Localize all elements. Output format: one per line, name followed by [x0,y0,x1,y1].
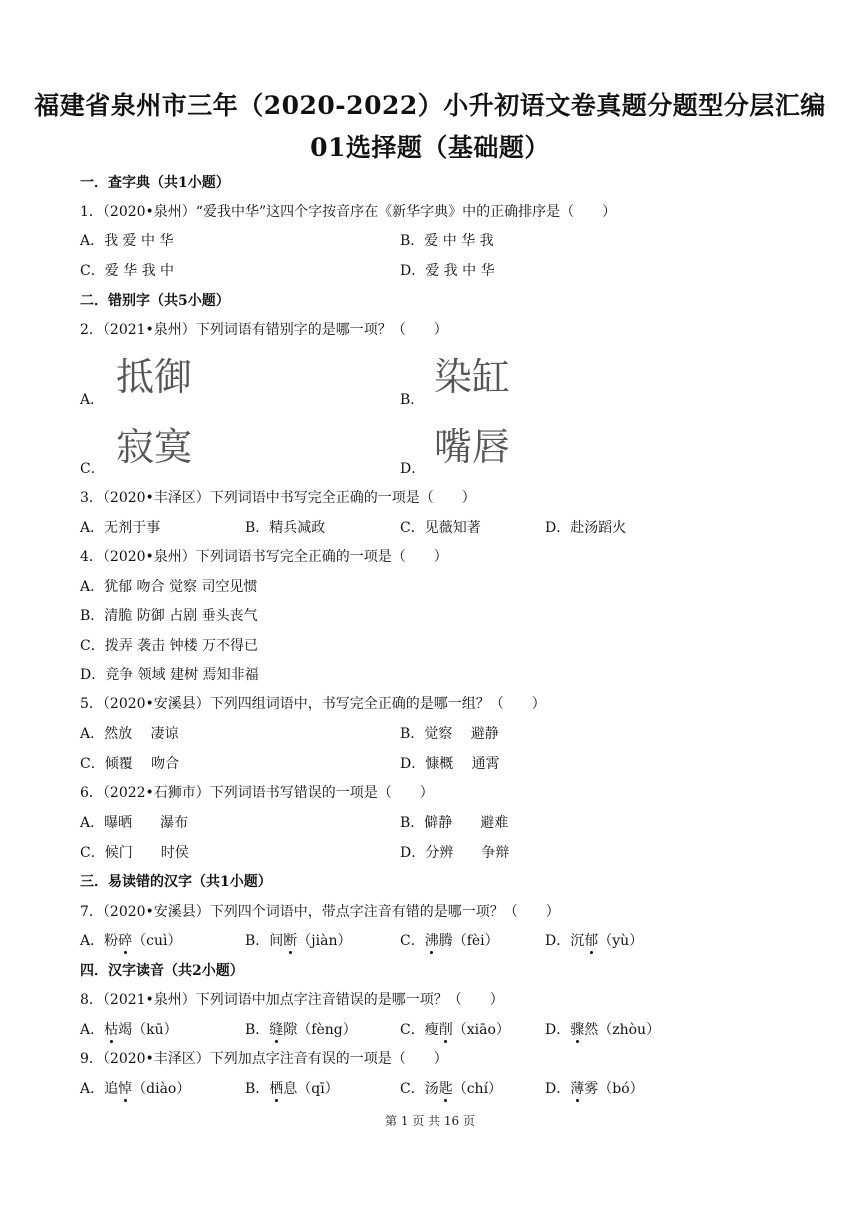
handwriting-image-a [112,350,222,400]
question-stem: 3．（2020•丰泽区）下列词语中书写完全正确的一项是（ ） [80,490,476,506]
option-c: C．沸腾（fèi） [400,933,499,949]
dotted-char: 削 [438,1022,453,1038]
option-a: A．犹郁 吻合 觉察 司空见惯 [80,579,258,595]
handwriting-image-d [430,420,540,470]
document-title: 福建省泉州市三年（2020-2022）小升初语文卷真题分题型分层汇编 [34,91,826,120]
option-b: B．觉察 避静 [400,726,499,742]
question-stem: 5．（2020•安溪县）下列四组词语中，书写完全正确的是哪一组？（ ） [80,696,546,712]
option-d: D．沉郁（yù） [545,933,644,949]
question-stem: 6．（2022•石狮市）下列词语书写错误的一项是（ ） [80,785,434,801]
option-b: B．清脆 防御 占剧 垂头丧气 [80,608,258,624]
option-a: A．曝晒 瀑布 [80,815,189,831]
section-heading: 三．易读错的汉字（共1小题） [80,874,272,890]
page-footer: 第 1 页 共 16 页 [385,1114,475,1128]
svg-text:抵御: 抵御 [116,355,193,399]
dotted-char: 枯 [104,1022,119,1038]
dotted-char: 悼 [118,1081,133,1097]
dotted-char: 断 [283,933,298,949]
option-a: A．无剂于事 [80,520,161,536]
svg-text:嘴唇: 嘴唇 [434,425,511,469]
option-c: C．汤匙（chí） [400,1081,503,1097]
svg-text:寂寞: 寂寞 [116,425,193,469]
option-c: C．拨弄 袭击 钟楼 万不得已 [80,638,259,654]
document-subtitle: 01选择题（基础题） [310,133,550,162]
option-c: C． [80,461,105,477]
option-b: B．精兵减政 [245,520,326,536]
option-d: D．分辨 争辩 [400,845,510,861]
option-a: A．我 爱 中 华 [80,233,174,249]
option-b: B．栖息（qī） [245,1081,339,1097]
option-d: D．薄雾（bó） [545,1081,644,1097]
option-c: C．候门 时侯 [80,845,189,861]
option-c: C．见薇知著 [400,520,481,536]
handwriting-image-c [112,420,222,470]
dotted-char: 缝 [269,1022,284,1038]
option-c: C．倾覆 吻合 [80,756,180,772]
option-c: C．瘦削（xiāo） [400,1022,510,1038]
option-a: A．然放 凄谅 [80,726,179,742]
option-d: D．赴汤蹈火 [545,520,627,536]
option-a: A．追悼（diào） [80,1081,191,1097]
dotted-char: 沸 [424,933,439,949]
option-a: A．枯竭（kū） [80,1022,178,1038]
dotted-char: 栖 [269,1081,284,1097]
option-b: B． [400,392,425,408]
option-b: B．爱 中 华 我 [400,233,494,249]
section-heading: 二．错别字（共5小题） [80,293,230,309]
question-stem: 4．（2020•泉州）下列词语书写完全正确的一项是（ ） [80,549,448,565]
dotted-char: 碎 [118,933,133,949]
dotted-char: 薄 [570,1081,585,1097]
option-b: B．缝隙（fèng） [245,1022,357,1038]
option-b: B．僻静 避难 [400,815,509,831]
question-stem: 1．（2020•泉州）“爱我中华”这四个字按音序在《新华字典》中的正确排序是（ ） [80,204,617,220]
option-d: D．竞争 领域 建树 焉知非福 [80,667,259,683]
question-stem: 8．（2021•泉州）下列词语中加点字注音错误的是哪一项？（ ） [80,992,504,1008]
option-d: D．爱 我 中 华 [400,263,495,279]
option-d: D． [400,461,426,477]
option-d: D．骤然（zhòu） [545,1022,661,1038]
dotted-char: 匙 [438,1081,453,1097]
option-d: D．慷概 通霄 [400,756,500,772]
option-a: A． [80,392,105,408]
section-heading: 四．汉字读音（共2小题） [80,963,244,979]
dotted-char: 郁 [584,933,599,949]
option-b: B．间断（jiàn） [245,933,352,949]
section-heading: 一．查字典（共1小题） [80,175,230,191]
question-stem: 9．（2020•丰泽区）下列加点字注音有误的一项是（ ） [80,1051,448,1067]
svg-text:染缸: 染缸 [434,355,511,399]
option-c: C．爱 华 我 中 [80,263,175,279]
dotted-char: 骤 [570,1022,585,1038]
handwriting-image-b [430,350,540,400]
question-stem: 7．（2020•安溪县）下列四个词语中，带点字注音有错的是哪一项？（ ） [80,904,560,920]
option-a: A．粉碎（cuì） [80,933,182,949]
question-stem: 2．（2021•泉州）下列词语有错别字的是哪一项？（ ） [80,322,448,338]
